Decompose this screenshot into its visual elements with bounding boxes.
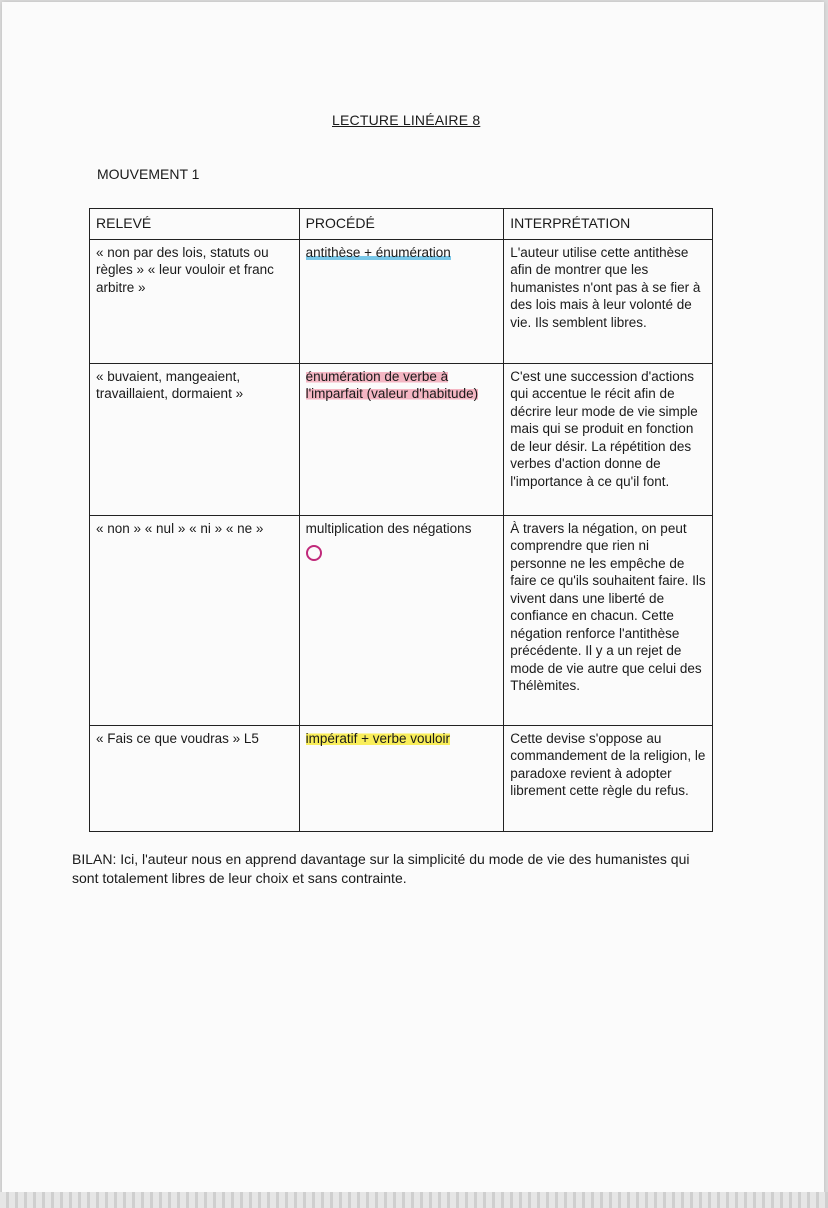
circle-mark-icon: [306, 545, 322, 561]
procede-text: énumération de verbe à l'imparfait (valeur d'habitude): [305, 368, 479, 401]
bilan-paragraph: BILAN: Ici, l'auteur nous en apprend davantage sur la simplicité du mode de vie des humanistes qui sont totalement libres de leur choix et sans contrainte.: [72, 851, 690, 886]
movement-heading: MOUVEMENT 1: [97, 166, 200, 182]
document-title: LECTURE LINÉAIRE 8: [332, 112, 481, 128]
cell-interpretation: Cette devise s'oppose au commandement de la religion, le paradoxe revient à adopter librement cette règle du refus.: [504, 725, 713, 831]
cell-releve: « buvaient, mangeaient, travaillaient, dormaient »: [90, 363, 300, 515]
cell-interpretation: À travers la négation, on peut comprendre que rien ni personne ne les empêche de faire ce qu'ils souhaitent faire. Ils vivent dans une liberté de confiance en chacun. Cette négation renforce l'antithèse précédente. Il y a un rejet de mode de vie autre que celui des Thélèmites.: [504, 515, 713, 725]
analysis-table: [89, 208, 713, 832]
table-header-row: [90, 209, 713, 240]
table-row: [90, 363, 713, 515]
procede-text: antithèse + énumération: [305, 244, 451, 260]
header-releve: RELEVÉ: [90, 209, 300, 240]
table-row: [90, 725, 713, 831]
table-row: [90, 239, 713, 363]
procede-text: multiplication des négations: [305, 520, 472, 536]
cell-releve: « non par des lois, statuts ou règles » « leur vouloir et franc arbitre »: [90, 239, 300, 363]
procede-text: impératif + verbe vouloir: [305, 730, 451, 746]
cell-releve: « non » « nul » « ni » « ne »: [90, 515, 300, 725]
paper-sheet: [2, 2, 824, 1197]
cell-interpretation: C'est une succession d'actions qui accentue le récit afin de décrire leur mode de vie simple mais qui se produit en fonction de leur désir. La répétition des verbes d'action donne de l'importance à ce qu'il font.: [504, 363, 713, 515]
cell-procede: [299, 363, 504, 515]
cell-procede: [299, 239, 504, 363]
header-procede: PROCÉDÉ: [299, 209, 504, 240]
cell-procede: [299, 725, 504, 831]
cell-releve: « Fais ce que voudras » L5: [90, 725, 300, 831]
header-interpretation: INTERPRÉTATION: [504, 209, 713, 240]
table-row: [90, 515, 713, 725]
scan-edge-strip: [0, 1192, 828, 1208]
cell-interpretation: L'auteur utilise cette antithèse afin de montrer que les humanistes n'ont pas à se fier à des lois mais à leur volonté de vie. Ils semblent libres.: [504, 239, 713, 363]
cell-procede: [299, 515, 504, 725]
